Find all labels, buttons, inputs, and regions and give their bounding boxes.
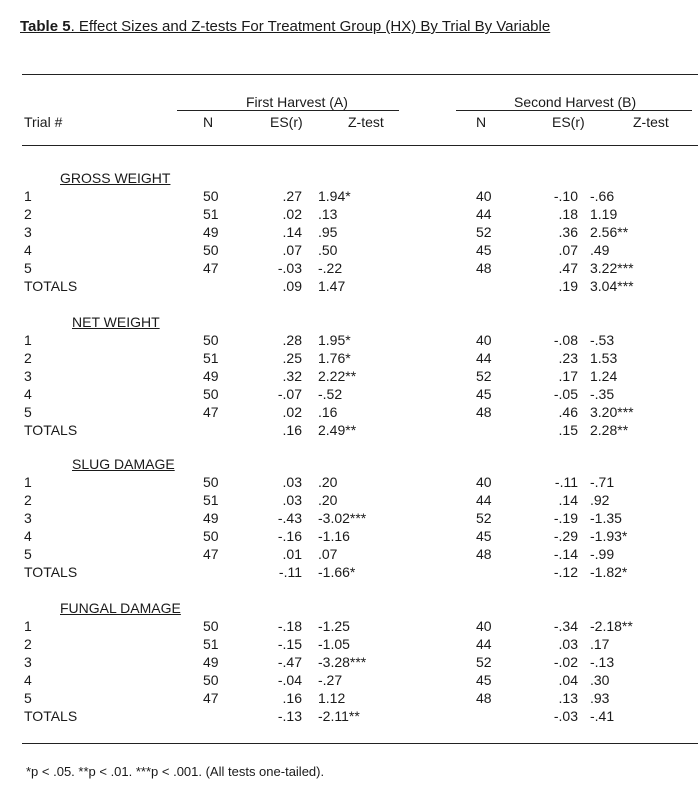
cell-z-second: -.35	[590, 386, 615, 402]
cell-z-second: -1.35	[590, 510, 622, 526]
cell-n-second: 45	[476, 242, 492, 258]
table-row	[0, 368, 700, 385]
cell-n-second: 45	[476, 672, 492, 688]
cell-es-second: .14	[558, 492, 578, 508]
cell-n-second: 40	[476, 188, 492, 204]
table-row	[0, 618, 700, 635]
cell-es-second: .03	[558, 636, 578, 652]
cell-n-second: 44	[476, 636, 492, 652]
cell-z-second: .92	[590, 492, 610, 508]
cell-es-first: .32	[282, 368, 302, 384]
header-rule	[22, 145, 698, 146]
cell-n-first: 51	[203, 492, 219, 508]
cell-z-first: 1.76*	[318, 350, 351, 366]
cell-trial: TOTALS	[24, 278, 78, 294]
cell-es-first: .16	[282, 422, 302, 438]
cell-es-first: -.13	[277, 708, 302, 724]
cell-es-first: .09	[282, 278, 302, 294]
cell-n-second: 44	[476, 206, 492, 222]
cell-z-first: .13	[318, 206, 338, 222]
col-header-es-a: ES(r)	[270, 114, 303, 130]
cell-n-first: 47	[203, 690, 219, 706]
cell-trial: 2	[24, 636, 32, 652]
cell-n-first: 49	[203, 510, 219, 526]
cell-es-first: -.03	[277, 260, 302, 276]
cell-trial: 2	[24, 206, 32, 222]
cell-es-first: .27	[282, 188, 302, 204]
footnote: *p < .05. **p < .01. ***p < .001. (All tests one-tailed).	[26, 764, 325, 779]
table-row	[0, 492, 700, 509]
cell-z-second: 1.24	[590, 368, 618, 384]
cell-n-second: 40	[476, 618, 492, 634]
cell-n-first: 47	[203, 404, 219, 420]
cell-z-second: 3.22***	[590, 260, 634, 276]
cell-es-second: .15	[558, 422, 578, 438]
cell-n-first: 49	[203, 368, 219, 384]
table-label: Table 5	[20, 18, 71, 35]
table-row	[0, 332, 700, 349]
cell-trial: 3	[24, 224, 32, 240]
cell-trial: 4	[24, 242, 32, 258]
section-title: NET WEIGHT	[72, 314, 160, 330]
table-row	[0, 422, 700, 439]
cell-n-first: 50	[203, 474, 219, 490]
cell-es-second: -.03	[553, 708, 578, 724]
table-row	[0, 564, 700, 581]
cell-es-second: -.19	[553, 510, 578, 526]
cell-n-first: 50	[203, 618, 219, 634]
cell-n-second: 40	[476, 474, 492, 490]
cell-z-second: -.99	[590, 546, 615, 562]
column-header-row	[0, 114, 700, 131]
col-header-z-b: Z-test	[633, 114, 669, 130]
cell-z-first: 2.22**	[318, 368, 357, 384]
table-row	[0, 386, 700, 403]
cell-z-second: .17	[590, 636, 610, 652]
col-header-trial: Trial #	[24, 114, 63, 130]
cell-n-first: 50	[203, 332, 219, 348]
cell-es-second: .46	[558, 404, 578, 420]
cell-trial: 2	[24, 492, 32, 508]
cell-z-first: 1.12	[318, 690, 346, 706]
cell-es-second: -.02	[553, 654, 578, 670]
table-row	[0, 528, 700, 545]
cell-z-second: 1.19	[590, 206, 618, 222]
cell-n-second: 52	[476, 510, 492, 526]
cell-es-second: -.10	[553, 188, 578, 204]
cell-n-second: 52	[476, 368, 492, 384]
cell-n-second: 45	[476, 528, 492, 544]
col-header-n-a: N	[203, 114, 214, 130]
table-row	[0, 188, 700, 205]
table-row	[0, 224, 700, 241]
table-row	[0, 350, 700, 367]
section-title: SLUG DAMAGE	[72, 456, 175, 472]
table-row	[0, 654, 700, 671]
cell-es-second: -.11	[554, 474, 578, 490]
cell-es-first: .01	[282, 546, 302, 562]
cell-es-first: -.11	[278, 564, 302, 580]
cell-z-second: -.66	[590, 188, 615, 204]
cell-z-first: -3.02***	[318, 510, 367, 526]
table-row	[0, 260, 700, 277]
cell-trial: 3	[24, 368, 32, 384]
cell-n-first: 51	[203, 350, 219, 366]
table-title	[20, 18, 550, 35]
cell-es-first: .28	[282, 332, 302, 348]
cell-es-first: .16	[282, 690, 302, 706]
top-rule	[22, 74, 698, 75]
cell-z-second: -1.93*	[590, 528, 628, 544]
cell-z-first: -.22	[318, 260, 343, 276]
table-row	[0, 242, 700, 259]
cell-trial: 1	[24, 618, 32, 634]
cell-n-second: 48	[476, 260, 492, 276]
cell-es-second: -.34	[553, 618, 578, 634]
cell-z-second: 1.53	[590, 350, 618, 366]
cell-trial: 5	[24, 546, 32, 562]
col-header-n-b: N	[476, 114, 487, 130]
table-row	[0, 404, 700, 421]
cell-es-second: .17	[558, 368, 578, 384]
cell-n-second: 45	[476, 386, 492, 402]
cell-z-first: -1.05	[318, 636, 350, 652]
table-row	[0, 672, 700, 689]
cell-es-second: .23	[558, 350, 578, 366]
cell-z-second: 2.56**	[590, 224, 629, 240]
cell-es-second: -.08	[553, 332, 578, 348]
cell-z-first: 1.94*	[318, 188, 351, 204]
bottom-rule	[22, 743, 698, 744]
cell-trial: 3	[24, 654, 32, 670]
group-rule-first-harvest	[177, 110, 399, 111]
cell-es-second: .36	[558, 224, 578, 240]
cell-es-first: -.04	[277, 672, 302, 688]
cell-trial: 5	[24, 404, 32, 420]
cell-n-first: 50	[203, 386, 219, 402]
cell-n-first: 47	[203, 260, 219, 276]
cell-es-first: -.07	[277, 386, 302, 402]
cell-n-second: 44	[476, 350, 492, 366]
col-header-z-a: Z-test	[348, 114, 384, 130]
cell-trial: 1	[24, 332, 32, 348]
cell-n-second: 52	[476, 654, 492, 670]
cell-es-second: .07	[558, 242, 578, 258]
cell-n-first: 49	[203, 224, 219, 240]
cell-es-first: -.15	[277, 636, 302, 652]
cell-trial: TOTALS	[24, 422, 78, 438]
cell-z-second: -.53	[590, 332, 615, 348]
cell-trial: 2	[24, 350, 32, 366]
cell-z-first: .95	[318, 224, 338, 240]
table-caption: . Effect Sizes and Z-tests For Treatment Group (HX) By Trial By Variable	[70, 18, 551, 35]
cell-es-second: .04	[558, 672, 578, 688]
cell-trial: 4	[24, 386, 32, 402]
cell-es-first: .25	[282, 350, 302, 366]
cell-es-second: .18	[558, 206, 578, 222]
cell-n-first: 50	[203, 672, 219, 688]
cell-z-second: .30	[590, 672, 610, 688]
cell-es-first: .14	[282, 224, 302, 240]
table-row	[0, 474, 700, 491]
cell-es-first: .02	[282, 404, 302, 420]
cell-z-first: .07	[318, 546, 338, 562]
table-row	[0, 278, 700, 295]
cell-z-second: 3.20***	[590, 404, 634, 420]
cell-z-first: -1.66*	[318, 564, 356, 580]
cell-es-first: .07	[282, 242, 302, 258]
cell-trial: 3	[24, 510, 32, 526]
cell-z-second: .93	[590, 690, 610, 706]
cell-z-first: .50	[318, 242, 338, 258]
cell-z-first: -1.16	[318, 528, 350, 544]
cell-es-second: -.14	[553, 546, 578, 562]
cell-n-second: 48	[476, 690, 492, 706]
cell-trial: 5	[24, 690, 32, 706]
cell-es-second: -.29	[553, 528, 578, 544]
cell-es-second: -.05	[553, 386, 578, 402]
cell-n-second: 48	[476, 546, 492, 562]
cell-es-first: -.43	[277, 510, 302, 526]
cell-z-first: 1.95*	[318, 332, 351, 348]
table-row	[0, 636, 700, 653]
cell-n-second: 52	[476, 224, 492, 240]
cell-n-first: 50	[203, 242, 219, 258]
cell-trial: 5	[24, 260, 32, 276]
cell-trial: 4	[24, 528, 32, 544]
cell-es-first: -.18	[277, 618, 302, 634]
cell-n-second: 40	[476, 332, 492, 348]
cell-z-first: -3.28***	[318, 654, 367, 670]
cell-n-first: 51	[203, 206, 219, 222]
cell-trial: TOTALS	[24, 564, 78, 580]
cell-z-first: 2.49**	[318, 422, 357, 438]
section-title: GROSS WEIGHT	[60, 170, 171, 186]
cell-es-second: .13	[558, 690, 578, 706]
cell-z-second: -2.18**	[590, 618, 633, 634]
cell-z-second: -1.82*	[590, 564, 628, 580]
group-rule-second-harvest	[456, 110, 692, 111]
table-row	[0, 546, 700, 563]
cell-z-first: 1.47	[318, 278, 346, 294]
cell-z-first: -1.25	[318, 618, 350, 634]
cell-z-second: 2.28**	[590, 422, 629, 438]
cell-es-second: .19	[558, 278, 578, 294]
cell-es-first: .03	[282, 474, 302, 490]
cell-trial: 1	[24, 188, 32, 204]
cell-es-second: .47	[558, 260, 578, 276]
group-header-second-harvest: Second Harvest (B)	[514, 94, 637, 110]
cell-n-first: 49	[203, 654, 219, 670]
cell-n-first: 47	[203, 546, 219, 562]
cell-z-second: -.41	[590, 708, 615, 724]
cell-es-first: .02	[282, 206, 302, 222]
cell-n-second: 48	[476, 404, 492, 420]
cell-n-first: 50	[203, 188, 219, 204]
table-row	[0, 708, 700, 725]
cell-z-first: .20	[318, 492, 338, 508]
cell-z-first: .16	[318, 404, 338, 420]
cell-trial: 1	[24, 474, 32, 490]
cell-trial: TOTALS	[24, 708, 78, 724]
table-row	[0, 510, 700, 527]
cell-es-first: .03	[282, 492, 302, 508]
cell-es-first: -.16	[277, 528, 302, 544]
cell-z-second: -.71	[590, 474, 615, 490]
cell-z-first: -.27	[318, 672, 343, 688]
cell-n-first: 51	[203, 636, 219, 652]
cell-n-second: 44	[476, 492, 492, 508]
cell-trial: 4	[24, 672, 32, 688]
cell-z-first: -.52	[318, 386, 343, 402]
table-row	[0, 690, 700, 707]
col-header-es-b: ES(r)	[552, 114, 585, 130]
cell-z-first: .20	[318, 474, 338, 490]
cell-z-second: 3.04***	[590, 278, 634, 294]
section-title: FUNGAL DAMAGE	[60, 600, 181, 616]
cell-es-second: -.12	[553, 564, 578, 580]
table-row	[0, 206, 700, 223]
cell-z-second: .49	[590, 242, 610, 258]
group-header-first-harvest: First Harvest (A)	[246, 94, 348, 110]
cell-z-second: -.13	[590, 654, 615, 670]
cell-z-first: -2.11**	[318, 708, 360, 724]
cell-es-first: -.47	[277, 654, 302, 670]
cell-n-first: 50	[203, 528, 219, 544]
